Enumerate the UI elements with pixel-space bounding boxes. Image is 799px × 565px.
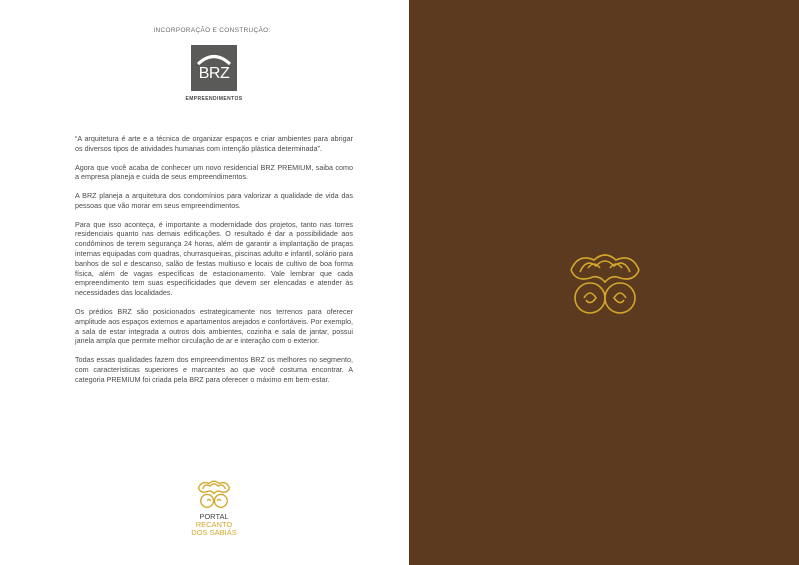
paragraph-quote: “A arquitetura é arte e a técnica de organizar espaços e criar ambientes para abrigar os diversos tipos de atividades humanas com intenção plástica determinada”. — [75, 134, 353, 153]
ornamental-flourish-icon — [566, 248, 644, 318]
paragraph-premium: Todas essas qualidades fazem dos empreendimentos BRZ os melhores no segmento, com características superiores e marcantes ao que você costuma encontrar. A categoria PREMIUM foi criada pela BRZ para oferecer o máximo em bem-estar. — [75, 355, 353, 384]
portal-name — [170, 513, 258, 537]
brz-subtitle: EMPREENDIMENTOS — [185, 96, 243, 102]
paragraph-modernity: Para que isso aconteça, é importante a modernidade dos projetos, tanto nas torres residenciais quanto nas demais edificações. O resultado é dar a possibilidade aos condôminos de terem segurança 24 horas, além de garantir a implantação de praças internas equipadas com quadras, churrasqueiras, piscinas adulto e infantil, solário para banhos de sol e descanso, salão de festas multiuso e locais de cultivo de boa forma física, além de vagas específicas de estacionamento. Vale lembrar que cada empreendimento tem suas especificidades que devem ser elencadas e atender às necessidades das localidades. — [75, 219, 353, 298]
paragraph-planning: A BRZ planeja a arquitetura dos condomínios para valorizar a qualidade de vida das pessoas que vão morar em seus empreendimentos. — [75, 191, 353, 210]
portal-line1: PORTAL — [199, 512, 229, 521]
body-text — [75, 134, 353, 393]
brz-logo-text: BRZ — [198, 65, 230, 82]
paragraph-intro: Agora que você acaba de conhecer um novo residencial BRZ PREMIUM, saiba como a empresa planeja e cuida de seus empreendimentos. — [75, 162, 353, 182]
header-label: INCORPORAÇÃO E CONSTRUÇÃO: — [153, 27, 271, 34]
paragraph-buildings: Os prédios BRZ são posicionados estrategicamente nos terrenos para oferecer amplitude aos espaços externos e apartamentos arejados e confortáveis. Por exemplo, a sala de estar integrada a outros dois ambientes, cozinha e sala de jantar, possui janela ampla que permite melhor circulação de ar e interação com o exterior. — [75, 306, 353, 346]
portal-line2: RECANTO — [195, 519, 233, 529]
brz-logo — [191, 45, 237, 91]
ornamental-flourish-icon — [190, 478, 238, 510]
portal-line3: DOS SABIÁS — [191, 527, 237, 537]
